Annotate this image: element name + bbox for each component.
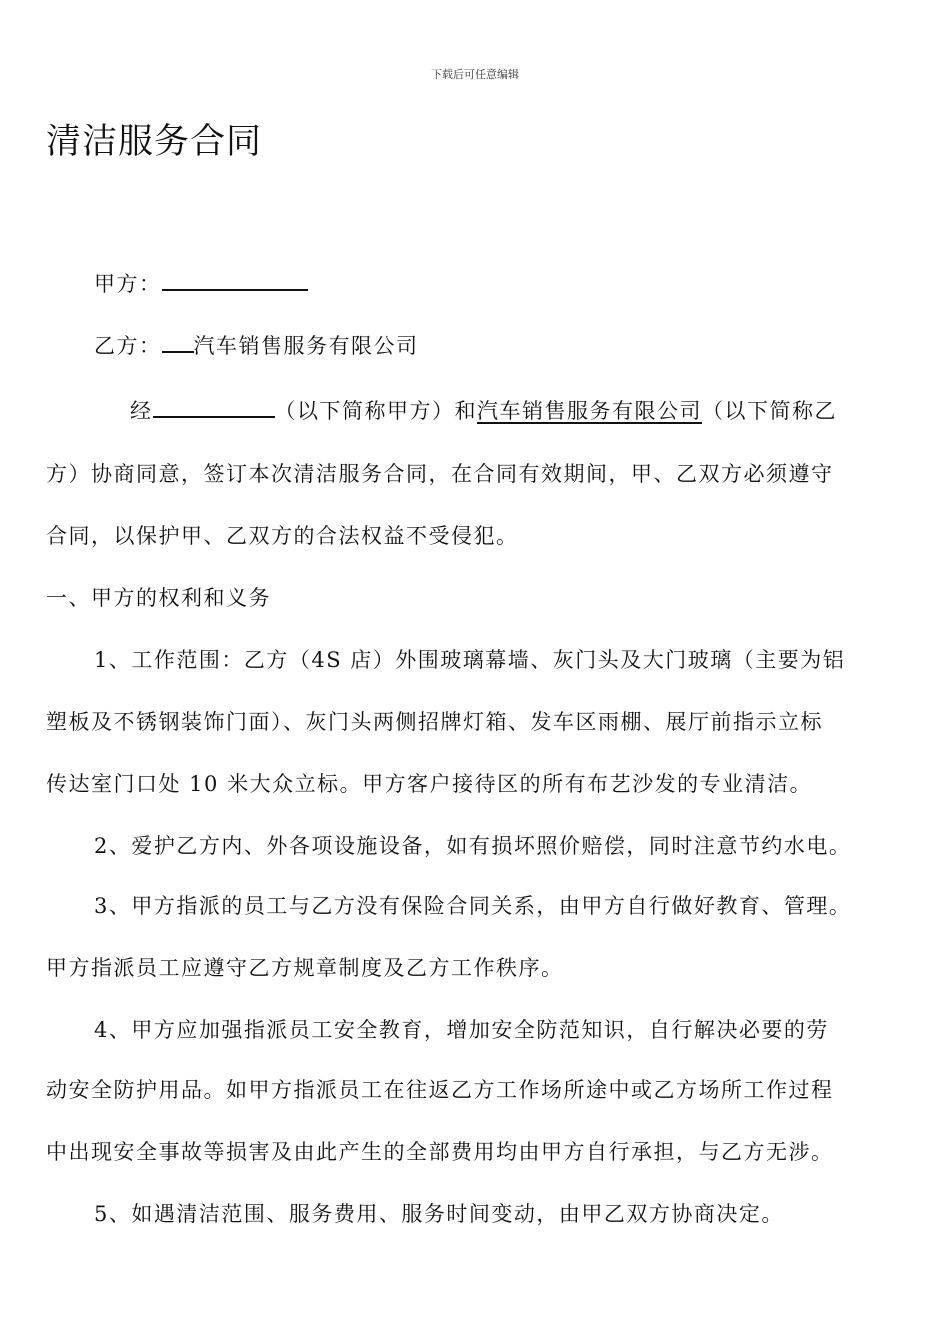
intro-line-2: 方）协商同意，签订本次清洁服务合同，在合同有效期间，甲、乙双方必须遵守	[46, 462, 834, 486]
intro-line-3: 合同，以保护甲、乙双方的合法权益不受侵犯。	[46, 524, 519, 548]
party-b-name: 汽车销售服务有限公司	[193, 334, 419, 358]
intro-prefix: 经	[130, 399, 153, 423]
party-a-line	[46, 268, 950, 300]
item4-line-1: 4、甲方应加强指派员工安全教育，增加安全防范知识，自行解决必要的劳	[94, 1018, 829, 1042]
party-a-blank	[162, 269, 308, 291]
party-b-line	[46, 330, 950, 362]
section-heading: 一、甲方的权利和义务	[46, 586, 271, 610]
intro-blank	[153, 396, 275, 418]
item2-line-1: 2、爱护乙方内、外各项设施设备，如有损坏照价赔偿，同时注意节约水电。	[94, 834, 852, 858]
intro-line-1	[46, 395, 950, 427]
item1-line-1: 1、工作范围：乙方（4S 店）外围玻璃幕墙、灰门头及大门玻璃（主要为铝	[94, 648, 846, 672]
party-b-label: 乙方：	[94, 334, 162, 358]
intro-mid2: （以下简称乙	[702, 399, 837, 423]
item4-line-2: 动安全防护用品。如甲方指派员工在往返乙方工作场所途中或乙方场所工作过程	[46, 1078, 834, 1102]
header-note: 下载后可任意编辑	[431, 68, 519, 81]
item3-line-1: 3、甲方指派的员工与乙方没有保险合同关系，由甲方自行做好教育、管理。	[94, 894, 852, 918]
document-title: 清洁服务合同	[46, 122, 263, 162]
item1-line-3: 传达室门口处 10 米大众立标。甲方客户接待区的所有布艺沙发的专业清洁。	[46, 772, 813, 796]
item1-line-2: 塑板及不锈钢装饰门面）、灰门头两侧招牌灯箱、发车区雨棚、展厅前指示立标	[46, 710, 823, 734]
intro-company: 汽车销售服务有限公司	[477, 399, 702, 423]
item4-line-3: 中出现安全事故等损害及由此产生的全部费用均由甲方自行承担，与乙方无涉。	[46, 1140, 834, 1164]
intro-mid1: （以下简称甲方）和	[274, 399, 477, 423]
party-a-label: 甲方：	[94, 272, 162, 296]
item5-line-1: 5、如遇清洁范围、服务费用、服务时间变动，由甲乙双方协商决定。	[94, 1202, 784, 1226]
party-b-blank	[162, 331, 194, 353]
item3-line-2: 甲方指派员工应遵守乙方规章制度及乙方工作秩序。	[46, 956, 564, 980]
